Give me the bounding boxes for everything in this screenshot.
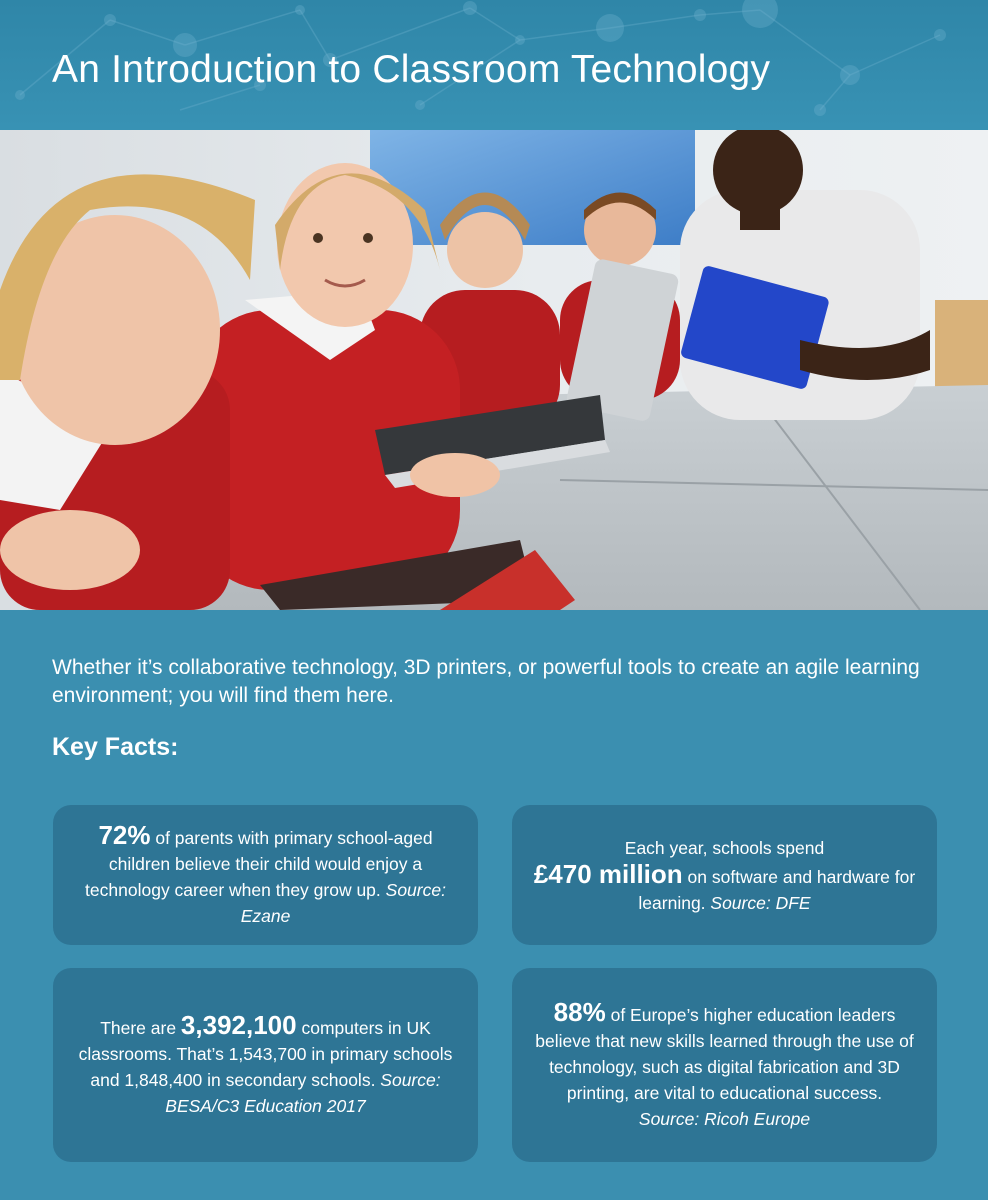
fact-text: on software and hardware for learning. (638, 866, 916, 913)
fact-card-europe (512, 968, 937, 1162)
classroom-photo (0, 130, 988, 610)
key-facts-heading: Key Facts: (52, 733, 179, 761)
fact-text: computers in UK classrooms. That’s 1,543,700 in primary schools and 1,848,400 in secondary schools. (78, 1017, 453, 1090)
fact-lead: Each year, schools spend (624, 837, 825, 858)
fact-highlight: £470 million (533, 858, 683, 889)
fact-text: of Europe’s higher education leaders believe that new skills learned through the use of technology, such as digital fabrication and 3D printing, are vital to educational success. (535, 1004, 914, 1103)
intro-paragraph: Whether it’s collaborative technology, 3D printers, or powerful tools to create an agile learning environment; you will find them here. (52, 656, 920, 707)
fact-highlight: 3,392,100 (180, 1009, 297, 1040)
page-title: An Introduction to Classroom Technology (52, 48, 771, 91)
classroom-illustration (0, 130, 988, 610)
fact-card-parents (53, 805, 478, 945)
fact-highlight: 88% (553, 996, 606, 1027)
header-banner (0, 0, 988, 130)
fact-highlight: 72% (98, 819, 151, 850)
fact-source: Source: DFE (710, 892, 811, 913)
fact-source: Source: BESA/C3 Education 2017 (165, 1069, 441, 1116)
fact-card-spending (512, 805, 937, 945)
fact-card-computers (53, 968, 478, 1162)
fact-lead: There are (100, 1017, 181, 1038)
fact-source: Source: Ricoh Europe (638, 1108, 811, 1129)
fact-text: of parents with primary school-aged children believe their child would enjoy a technology career when they grow up. (85, 827, 433, 900)
fact-source: Source: Ezane (240, 879, 446, 926)
